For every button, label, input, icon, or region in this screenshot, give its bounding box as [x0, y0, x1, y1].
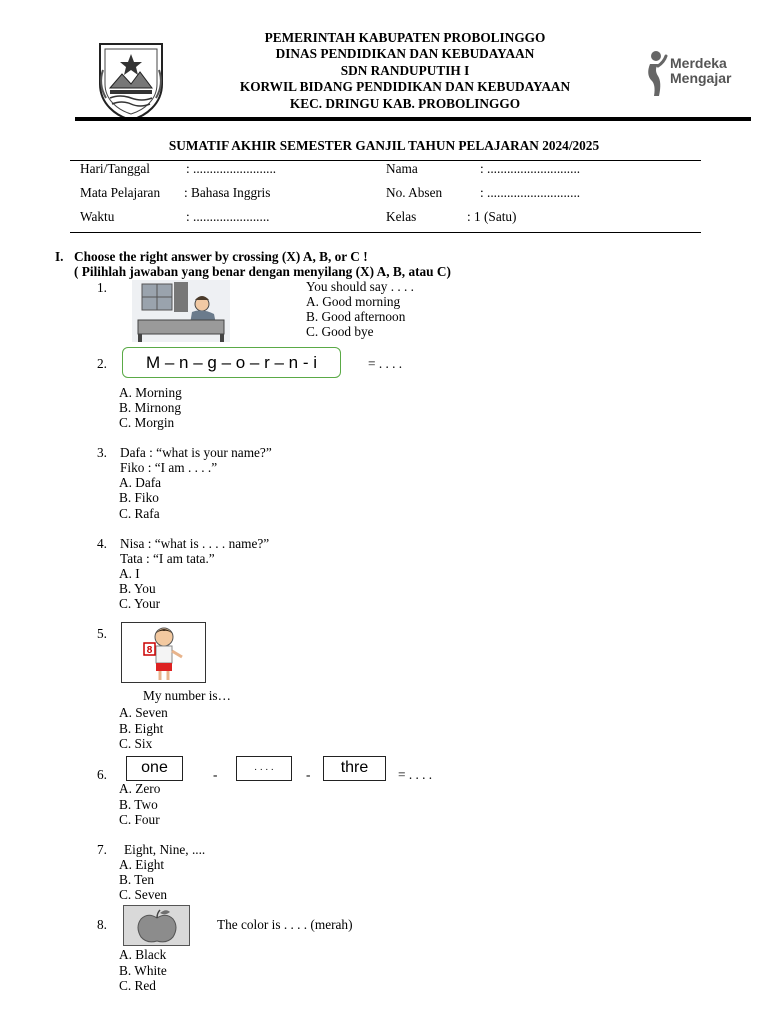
q3-option-b[interactable]: B. Fiko	[119, 490, 159, 505]
kelas-value: : 1 (Satu)	[467, 209, 517, 224]
absen-field[interactable]: : ............................	[480, 185, 581, 200]
mapel-label: Mata Pelajaran	[80, 185, 161, 200]
q4-option-a[interactable]: A. I	[119, 566, 140, 581]
letterhead	[190, 30, 620, 112]
q5-caption: My number is…	[143, 688, 231, 703]
hari-label: Hari/Tanggal	[80, 161, 150, 176]
q2-scrambled-word: M – n – g – o – r – n - i	[122, 347, 341, 378]
letterhead-line: DINAS PENDIDIKAN DAN KEBUDAYAAN	[275, 46, 535, 62]
q4-number: 4.	[97, 536, 107, 551]
q7-number: 7.	[97, 842, 107, 857]
merdeka-mengajar-logo	[642, 48, 732, 100]
waktu-field[interactable]: : .......................	[186, 209, 270, 224]
letterhead-line: KORWIL BIDANG PENDIDIKAN DAN KEBUDAYAAN	[239, 79, 571, 95]
waktu-label: Waktu	[80, 209, 115, 224]
q1-number: 1.	[97, 280, 107, 295]
q7-prompt: Eight, Nine, ....	[124, 842, 206, 857]
q2-equals: = . . . .	[368, 356, 403, 371]
q5-option-c[interactable]: C. Six	[119, 736, 153, 751]
q1-option-a[interactable]: A. Good morning	[306, 294, 401, 309]
q5-number: 5.	[97, 626, 107, 641]
q2-option-a[interactable]: A. Morning	[119, 385, 182, 400]
q3-option-a[interactable]: A. Dafa	[119, 475, 162, 490]
q1-option-c[interactable]: C. Good bye	[306, 324, 374, 339]
absen-label: No. Absen	[386, 185, 443, 200]
q6-dash-2: -	[306, 767, 311, 782]
letterhead-line: KEC. DRINGU KAB. PROBOLINGGO	[289, 95, 521, 111]
q7-option-a[interactable]: A. Eight	[119, 857, 165, 872]
q6-dash-1: -	[213, 767, 218, 782]
mapel-value: : Bahasa Inggris	[184, 185, 271, 200]
merdeka-figure-icon	[642, 50, 668, 98]
kelas-label: Kelas	[386, 209, 417, 224]
q3-number: 3.	[97, 445, 107, 460]
q6-option-c[interactable]: C. Four	[119, 812, 160, 827]
q2-option-c[interactable]: C. Morgin	[119, 415, 175, 430]
q8-option-c[interactable]: C. Red	[119, 978, 156, 993]
q5-boy-picture	[121, 622, 206, 683]
q8-apple-picture	[123, 905, 190, 946]
q3-option-c[interactable]: C. Rafa	[119, 506, 160, 521]
q6-option-a[interactable]: A. Zero	[119, 781, 161, 796]
letterhead-line: SDN RANDUPUTIH I	[340, 62, 470, 78]
q8-number: 8.	[97, 917, 107, 932]
q6-box-blank[interactable]: . . . .	[236, 756, 292, 781]
merdeka-mengajar-wordmark	[670, 56, 731, 86]
q3-dialog-line2: Fiko : “I am . . . .”	[120, 460, 218, 475]
exam-title: SUMATIF AKHIR SEMESTER GANJIL TAHUN PELAJARAN 2024/2025	[168, 138, 600, 153]
letterhead-line: PEMERINTAH KABUPATEN PROBOLINGGO	[264, 30, 546, 45]
nama-field[interactable]: : ............................	[480, 161, 581, 176]
logo-text-line2: Mengajar	[670, 70, 732, 86]
q8-option-a[interactable]: A. Black	[119, 947, 167, 962]
q1-prompt: You should say . . . .	[306, 279, 414, 294]
q4-option-c[interactable]: C. Your	[119, 596, 161, 611]
regency-emblem-icon	[94, 40, 168, 122]
boy-holding-number-icon	[122, 623, 206, 683]
q5-option-b[interactable]: B. Eight	[119, 721, 164, 736]
info-bottom-rule	[70, 232, 701, 233]
q4-option-b[interactable]: B. You	[119, 581, 156, 596]
q1-option-b[interactable]: B. Good afternoon	[306, 309, 406, 324]
q1-wakeup-picture	[132, 280, 230, 342]
section-number: I.	[55, 249, 64, 264]
q2-option-b[interactable]: B. Mirnong	[119, 400, 182, 415]
q6-equals: = . . . .	[398, 767, 433, 782]
q2-number: 2.	[97, 356, 107, 371]
letterhead-divider	[75, 117, 751, 121]
q7-option-c[interactable]: C. Seven	[119, 887, 168, 902]
logo-text-line1: Merdeka	[670, 55, 727, 71]
section-instruction-id: ( Pilihlah jawaban yang benar dengan menyilang (X) A, B, atau C)	[74, 264, 451, 279]
q6-box-three: thre	[323, 756, 386, 781]
apple-icon	[124, 906, 190, 946]
hari-field[interactable]: : .........................	[186, 161, 277, 176]
q8-prompt: The color is . . . . (merah)	[217, 917, 353, 932]
q6-option-b[interactable]: B. Two	[119, 797, 158, 812]
q7-option-b[interactable]: B. Ten	[119, 872, 155, 887]
section-instruction: Choose the right answer by crossing (X) A, B, or C !	[74, 249, 368, 264]
nama-label: Nama	[386, 161, 418, 176]
q6-number: 6.	[97, 767, 107, 782]
q8-option-b[interactable]: B. White	[119, 963, 167, 978]
q6-box-one: one	[126, 756, 183, 781]
q5-option-a[interactable]: A. Seven	[119, 705, 168, 720]
q4-dialog-line2: Tata : “I am tata.”	[120, 551, 215, 566]
q4-dialog-line1: Nisa : “what is . . . . name?”	[120, 536, 270, 551]
q5-number-card: 8	[146, 645, 153, 656]
q3-dialog-line1: Dafa : “what is your name?”	[120, 445, 272, 460]
